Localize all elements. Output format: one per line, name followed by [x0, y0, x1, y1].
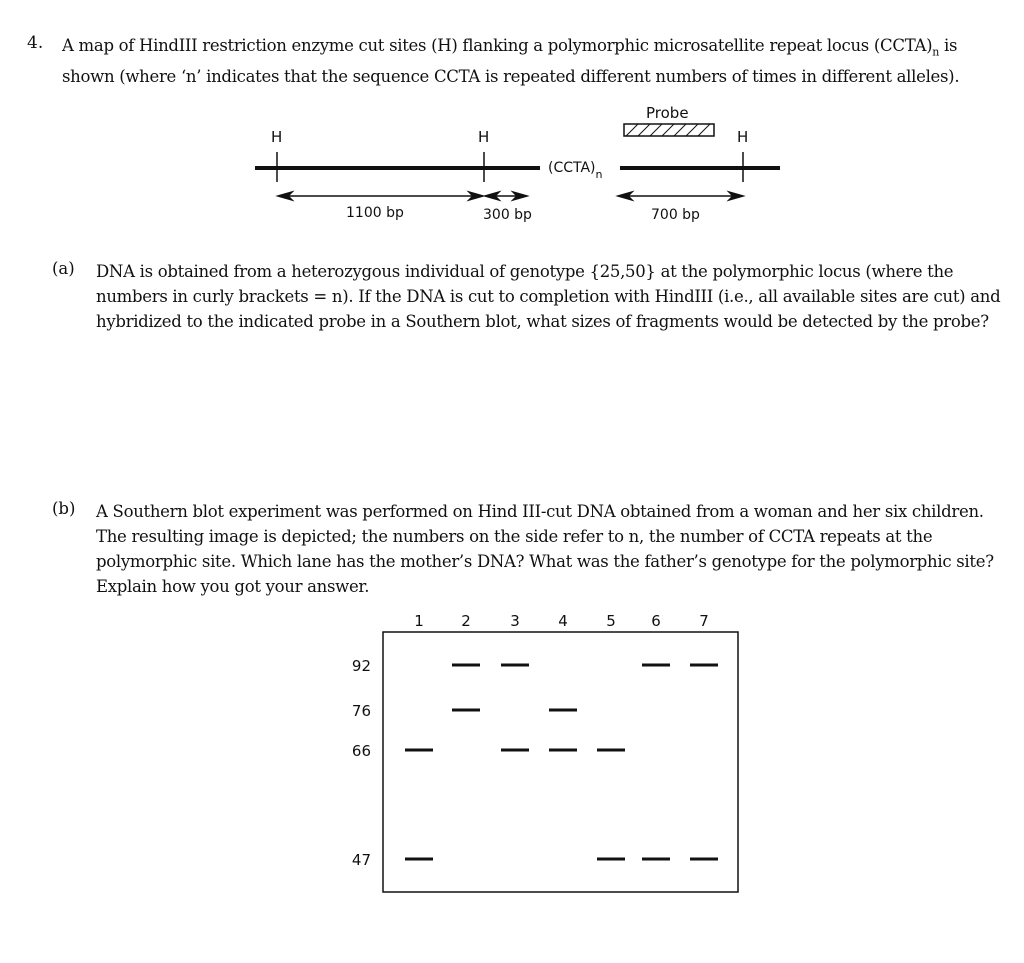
distance-300: 300 bp [483, 207, 532, 223]
size-label-76: 76 [351, 702, 371, 720]
part-a-label: (a) [52, 259, 75, 278]
part-b-text: A Southern blot experiment was performed on Hind III-cut DNA obtained from a woman and her six children. The resulting image is depicted; the numbers on the side refer to n, the number of CCTA repeats at the polymorphic site. Which lane has the mother’s DNA? What was the father’s genotype for the polymorphic site? Explain how you got your answer. [96, 502, 994, 596]
size-label-92: 92 [351, 657, 371, 675]
h-label-3: H [737, 128, 749, 146]
probe-label: Probe [646, 104, 689, 122]
lane-label-4: 4 [558, 612, 568, 630]
h-label-2: H [478, 128, 490, 146]
blot-frame [383, 632, 738, 892]
lane-label-6: 6 [651, 612, 661, 630]
question-text: A map of HindIII restriction enzyme cut sites (H) flanking a polymorphic microsatellite repeat locus $(CCTA)_n$ is shown (where ‘n’ indicates that the sequence CCTA is repeated different numbers of times in different alleles). [62, 36, 960, 87]
part-b-label: (b) [52, 499, 76, 518]
repeat-label: $(CCTA)_n$ [548, 160, 603, 181]
h-label-1: H [271, 128, 283, 146]
size-label-47: 47 [351, 851, 371, 869]
distance-700: 700 bp [651, 207, 700, 223]
question-number: 4. [27, 33, 44, 53]
part-a-text: DNA is obtained from a heterozygous individual of genotype {25,50} at the polymorphic locus (where the numbers in curly brackets = n). If the DNA is cut to completion with HindIII (i.e., all available sites are cut) and hybridized to the indicated probe in a Southern blot, what sizes of fragments would be detected by the probe? [96, 262, 1001, 331]
lane-label-2: 2 [461, 612, 471, 630]
size-label-66: 66 [351, 742, 371, 760]
lane-label-7: 7 [699, 612, 709, 630]
lane-label-3: 3 [510, 612, 520, 630]
distance-1100: 1100 bp [346, 205, 404, 221]
lane-label-5: 5 [606, 612, 616, 630]
lane-label-1: 1 [414, 612, 424, 630]
